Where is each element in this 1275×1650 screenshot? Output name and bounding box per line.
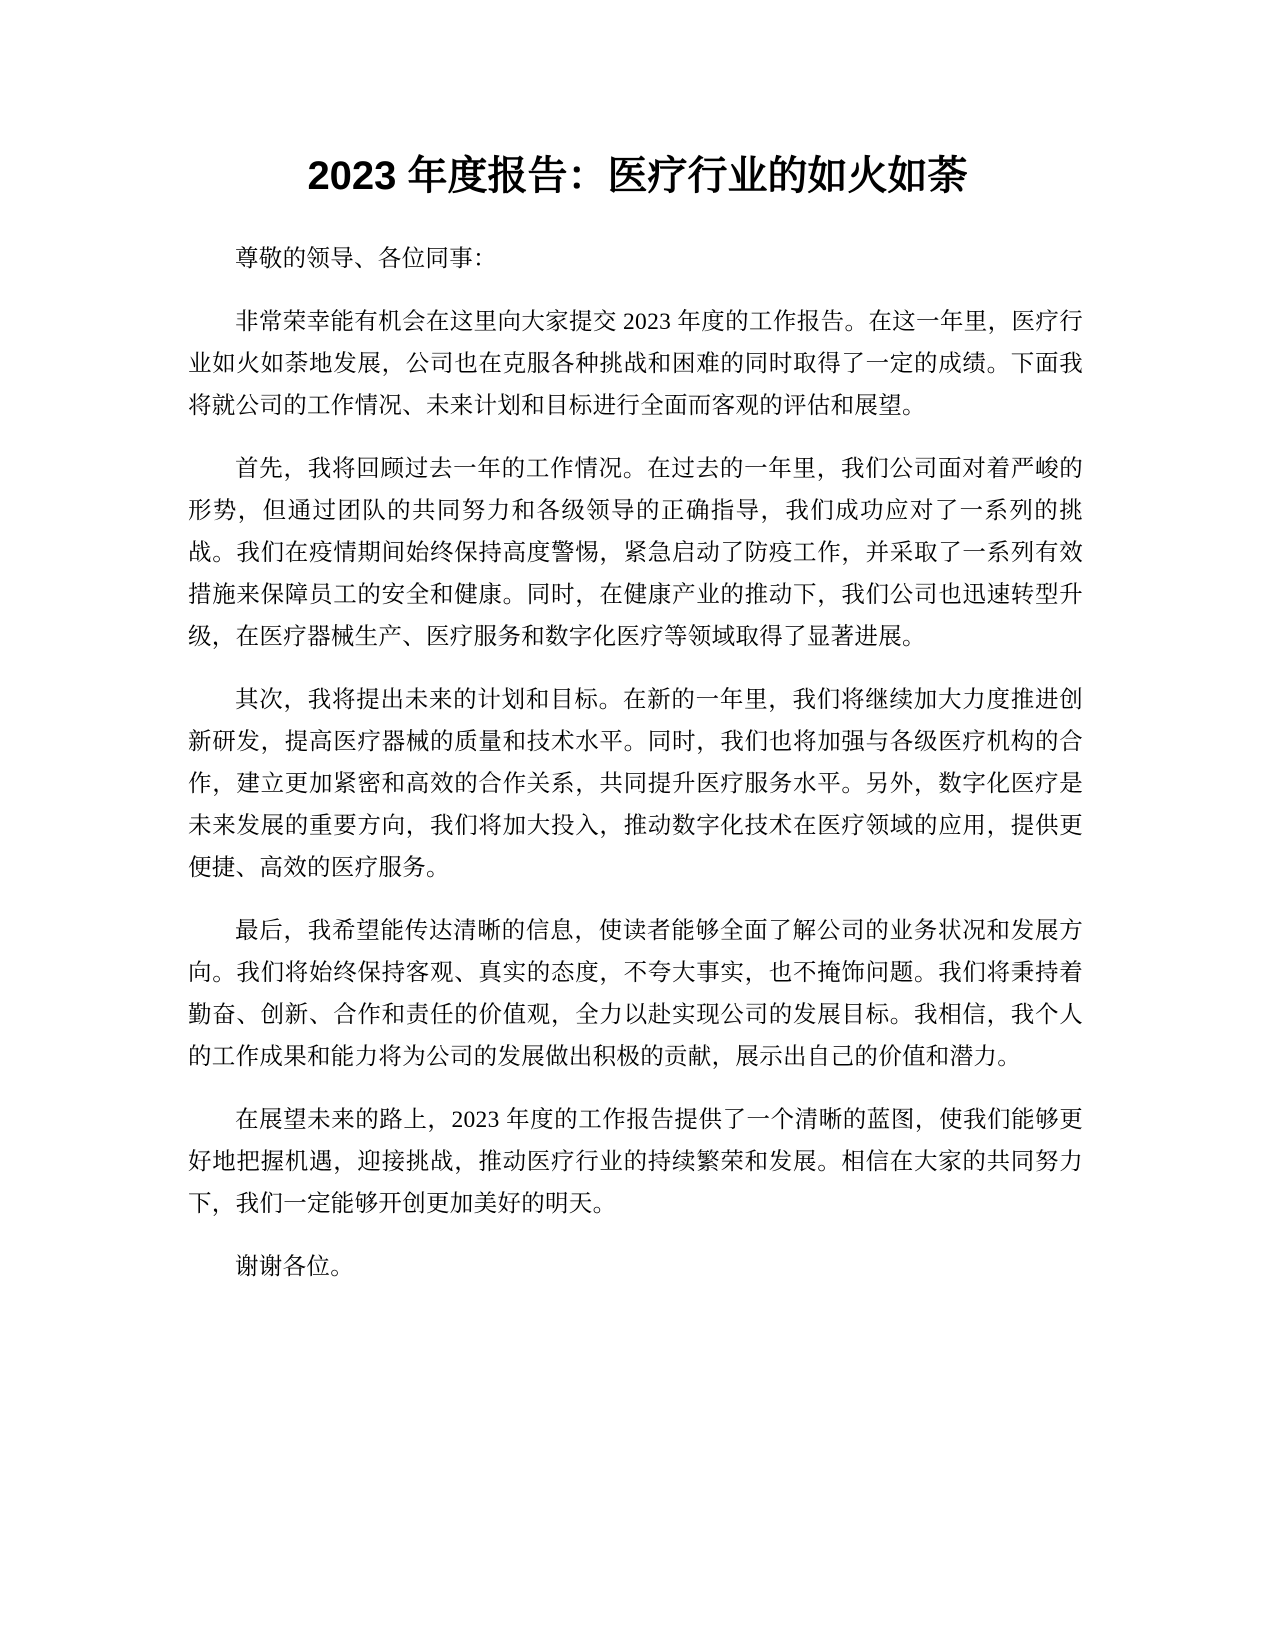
outlook-paragraph: 在展望未来的路上，2023 年度的工作报告提供了一个清晰的蓝图，使我们能够更好地把握机遇，迎接挑战，推动医疗行业的持续繁荣和发展。相信在大家的共同努力下，我们一定能够开创更加美好的明天。 <box>188 1107 1083 1217</box>
intro-paragraph: 非常荣幸能有机会在这里向大家提交 2023 年度的工作报告。在这一年里，医疗行业如火如荼地发展，公司也在克服各种挑战和困难的同时取得了一定的成绩。下面我将就公司的工作情况、未来计划和目标进行全面而客观的评估和展望。 <box>188 309 1083 419</box>
closing-message-paragraph: 最后，我希望能传达清晰的信息，使读者能够全面了解公司的业务状况和发展方向。我们将始终保持客观、真实的态度，不夸大事实，也不掩饰问题。我们将秉持着勤奋、创新、合作和责任的价值观，全力以赴实现公司的发展目标。我相信，我个人的工作成果和能力将为公司的发展做出积极的贡献，展示出自己的价值和潜力。 <box>188 918 1083 1070</box>
plans-paragraph: 其次，我将提出未来的计划和目标。在新的一年里，我们将继续加大力度推进创新研发，提高医疗器械的质量和技术水平。同时，我们也将加强与各级医疗机构的合作，建立更加紧密和高效的合作关系，共同提升医疗服务水平。另外，数字化医疗是未来发展的重要方向，我们将加大投入，推动数字化技术在医疗领域的应用，提供更便捷、高效的医疗服务。 <box>188 687 1083 881</box>
review-paragraph: 首先，我将回顾过去一年的工作情况。在过去的一年里，我们公司面对着严峻的形势，但通过团队的共同努力和各级领导的正确指导，我们成功应对了一系列的挑战。我们在疫情期间始终保持高度警惕，紧急启动了防疫工作，并采取了一系列有效措施来保障员工的安全和健康。同时，在健康产业的推动下，我们公司也迅速转型升级，在医疗器械生产、医疗服务和数字化医疗等领域取得了显著进展。 <box>188 456 1083 650</box>
thanks-paragraph: 谢谢各位。 <box>235 1254 354 1280</box>
salutation-paragraph: 尊敬的领导、各位同事： <box>235 246 497 272</box>
document-title: 2023 年度报告：医疗行业的如火如荼 <box>307 154 968 198</box>
document-body <box>188 238 1083 1309</box>
